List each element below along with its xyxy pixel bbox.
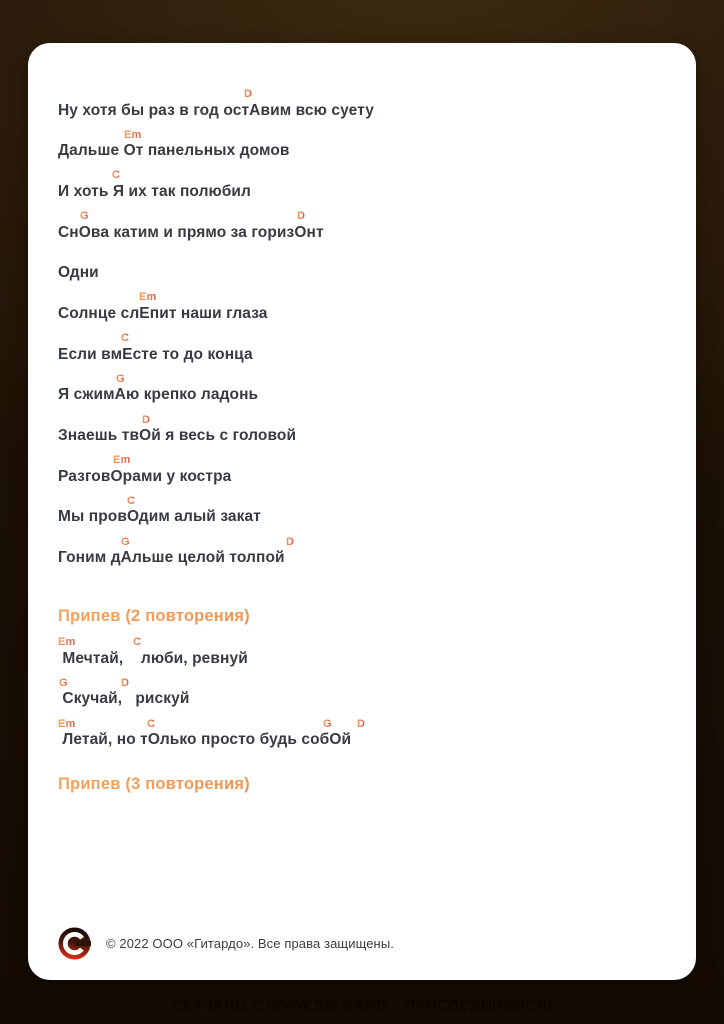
- chorus-heading-2: Припев (3 повторения): [58, 774, 666, 794]
- chord-label-Em: Em: [58, 636, 76, 649]
- verse-line: [58, 373, 666, 414]
- chord-label-G: G: [116, 372, 125, 385]
- gitardo-logo-icon: [58, 927, 91, 960]
- chord-label-Em: Em: [124, 128, 142, 141]
- chorus-line: [58, 636, 666, 677]
- verse-line: [58, 251, 666, 292]
- lyric-text: РазговОрами у костра: [58, 467, 232, 485]
- verse-line: [58, 210, 666, 251]
- footer: [58, 927, 666, 960]
- chord-label-C: C: [133, 636, 142, 649]
- chord-label-Em: Em: [113, 454, 131, 467]
- chord-sheet-card: [28, 43, 696, 980]
- lyric-text: Дальше От панельных домов: [58, 142, 290, 160]
- lyric-text: СнОва катим и прямо за горизОнт: [58, 223, 324, 241]
- verse-line: [58, 88, 666, 129]
- chord-label-Em: Em: [58, 717, 76, 730]
- lyric-text: Солнце слЕпит наши глаза: [58, 304, 268, 322]
- watermark-banner: СКАЧАНО С WWW.SW.BAND – ПРИСОЕДИНЯЙСЯ!: [171, 997, 553, 1014]
- chord-label-G: G: [80, 210, 89, 223]
- verse-line: [58, 414, 666, 455]
- chord-label-C: C: [121, 332, 130, 345]
- verse-section: [58, 88, 666, 576]
- chord-label-G: G: [59, 676, 68, 689]
- lyric-text: Скучай, рискуй: [58, 690, 190, 708]
- verse-line: [58, 536, 666, 577]
- chorus-line: [58, 718, 666, 759]
- chord-label-D: D: [121, 676, 130, 689]
- chord-label-D: D: [286, 535, 295, 548]
- lyric-text: Ну хотя бы раз в год остАвим всю суету: [58, 101, 374, 119]
- lyric-text: Гоним дАльше целой толпой: [58, 549, 285, 567]
- verse-line: [58, 129, 666, 170]
- verse-line: [58, 332, 666, 373]
- chord-label-D: D: [297, 210, 306, 223]
- chord-label-Em: Em: [139, 291, 157, 304]
- lyric-text: Летай, но тОлько просто будь собОй: [58, 731, 352, 749]
- lyric-text: Мечтай, люби, ревнуй: [58, 649, 248, 667]
- lyric-text: Знаешь твОй я весь с головой: [58, 427, 297, 444]
- verse-line: [58, 291, 666, 332]
- chord-label-G: G: [121, 535, 130, 548]
- lyric-text: И хоть Я их так полюбил: [58, 182, 251, 200]
- chord-label-C: C: [147, 717, 156, 730]
- chord-label-D: D: [142, 413, 151, 426]
- chorus-heading-1: Припев (2 повторения): [58, 606, 666, 626]
- lyric-text: Если вмЕсте то до конца: [58, 345, 253, 363]
- lyric-text: Я сжимАю крепко ладонь: [58, 386, 259, 404]
- verse-line: [58, 169, 666, 210]
- chord-label-D: D: [357, 717, 366, 730]
- lyric-text: Мы провОдим алый закат: [58, 508, 261, 526]
- chord-label-C: C: [127, 494, 136, 507]
- chord-label-D: D: [244, 88, 253, 100]
- chorus-line: [58, 677, 666, 718]
- verse-line: [58, 495, 666, 536]
- copyright-text: © 2022 ООО «Гитардо». Все права защищены.: [106, 936, 394, 951]
- verse-line: [58, 454, 666, 495]
- chord-label-G: G: [323, 717, 332, 730]
- chord-label-C: C: [112, 169, 121, 182]
- chorus-section: [58, 636, 666, 758]
- lyric-text: Одни: [58, 264, 99, 282]
